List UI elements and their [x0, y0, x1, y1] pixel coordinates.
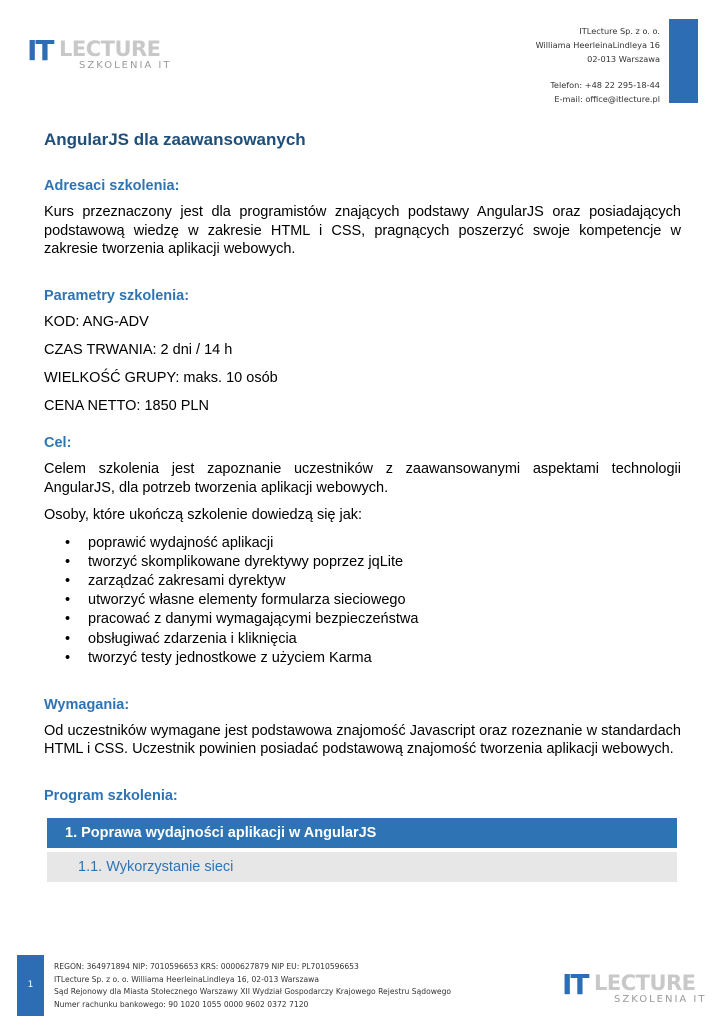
list-item: • utworzyć własne elementy formularza sieciowego [44, 591, 681, 610]
header-accent-bar [669, 19, 698, 103]
adresaci-heading: Adresaci szkolenia: [44, 178, 180, 194]
document-body [44, 130, 681, 882]
footer-logo [562, 962, 707, 1010]
footer-info [54, 961, 451, 1011]
section-wymagania [44, 697, 681, 759]
company-name: ITLecture Sp. z o. o. [579, 26, 660, 36]
section-cel [44, 435, 681, 668]
footer-logo-word: LECTURE [594, 971, 696, 995]
section-program [44, 788, 681, 882]
list-item: • tworzyć testy jednostkowe z użyciem Karma [44, 649, 681, 668]
param-cena: CENA NETTO: 1850 PLN [44, 397, 209, 414]
company-city: 02-013 Warszawa [587, 54, 660, 64]
param-grupa: WIELKOŚĆ GRUPY: maks. 10 osób [44, 369, 278, 386]
parametry-heading: Parametry szkolenia: [44, 287, 190, 304]
footer-line-3: Sąd Rejonowy dla Miasta Stołecznego Warszawy XII Wydział Gospodarczy Krajowego Rejestru Sądowego [54, 987, 452, 997]
cel-text: Celem szkolenia jest zapoznanie uczestników z zaawansowanymi aspektami technologii AngularJS, dla potrzeb tworzenia aplikacji webowych. [44, 461, 681, 496]
wymagania-text: Od uczestników wymagane jest podstawowa znajomość Javascript oraz rozeznanie w standardach HTML i CSS. Uczestnik powinien posiadać podstawową znajomość tworzenia aplikacji webowych. [44, 722, 681, 758]
footer-line-4: Numer rachunku bankowego: 90 1020 1055 0000 9602 0372 7120 [54, 999, 309, 1009]
company-street: Williama HeerleinaLindleya 16 [535, 40, 660, 50]
list-item: • obsługiwać zdarzenia i kliknięcia [44, 630, 681, 649]
contact-block [460, 24, 660, 106]
param-czas: CZAS TRWANIA: 2 dni / 14 h [44, 341, 233, 358]
program-heading: Program szkolenia: [44, 787, 178, 804]
cel-intro: Osoby, które ukończą szkolenie dowiedzą się jak: [44, 507, 363, 523]
list-item: • pracować z danymi wymagającymi bezpieczeństwa [44, 610, 681, 629]
page-number: 1 [17, 955, 44, 1016]
list-item: • zarządzać zakresami dyrektyw [44, 572, 681, 591]
footer-line-2: ITLecture Sp. z o. o. Williama HeerleinaLindleya 16, 02-013 Warszawa [54, 974, 320, 984]
logo-subtitle: SZKOLENIA IT [79, 60, 172, 71]
company-logo [27, 28, 172, 76]
section-parametry [44, 288, 681, 416]
cel-list [44, 534, 681, 668]
logo-word: LECTURE [59, 37, 161, 61]
logo-mark: IT [27, 34, 53, 67]
wymagania-heading: Wymagania: [44, 696, 130, 713]
program-submodule-1-1: 1.1. Wykorzystanie sieci [47, 852, 677, 882]
param-kod: KOD: ANG-ADV [44, 313, 149, 330]
list-item: • poprawić wydajność aplikacji [44, 534, 681, 553]
footer-logo-mark: IT [562, 968, 588, 1001]
adresaci-text: Kurs przeznaczony jest dla programistów znających podstawy AngularJS oraz posiadających podstawową wiedzę w zakresie HTML i CSS, pragnących poszerzyć swoje kompetencje w zakresie tworzenia aplikacji webowych. [44, 204, 681, 257]
footer-logo-subtitle: SZKOLENIA IT [614, 994, 707, 1005]
company-email: E-mail: office@itlecture.pl [554, 94, 660, 104]
cel-heading: Cel: [44, 435, 72, 451]
program-module-1: 1. Poprawa wydajności aplikacji w AngularJS [47, 818, 677, 848]
list-item: • tworzyć skomplikowane dyrektywy poprzez jqLite [44, 553, 681, 572]
page-title: AngularJS dla zaawansowanych [44, 130, 306, 149]
company-phone: Telefon: +48 22 295-18-44 [550, 80, 660, 90]
section-adresaci [44, 178, 681, 259]
footer-line-1: REGON: 364971894 NIP: 7010596653 KRS: 0000627879 NIP EU: PL7010596653 [54, 962, 359, 971]
